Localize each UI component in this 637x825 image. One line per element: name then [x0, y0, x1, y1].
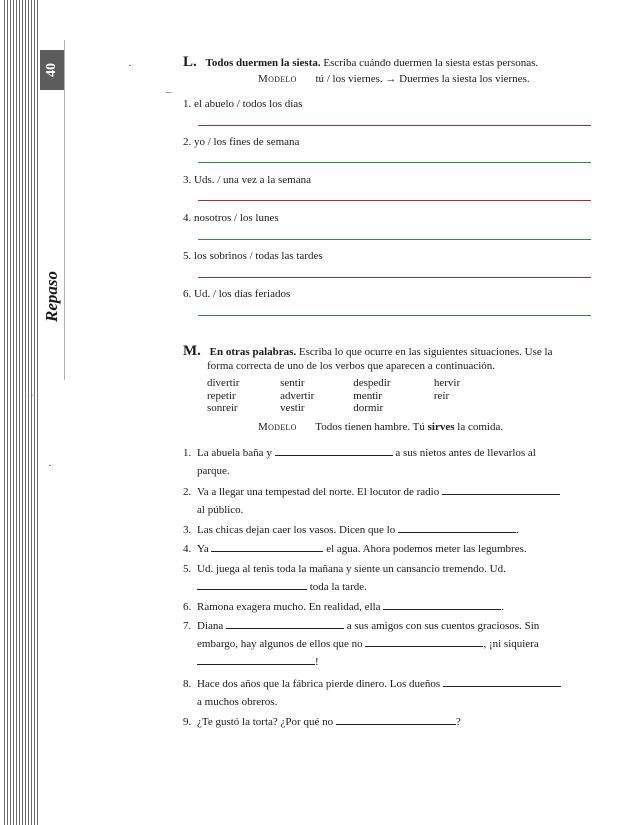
modelo-line — [258, 73, 530, 85]
verb: repetir — [207, 389, 236, 402]
answer-line[interactable] — [198, 239, 591, 240]
modelo-label: Modelo — [258, 421, 297, 433]
verb: vestir — [280, 402, 305, 414]
verb: reír — [433, 389, 450, 402]
list-item: 4. Ya el agua. Ahora podemos meter las legumbres. — [183, 543, 527, 555]
verb: dormir — [353, 402, 384, 414]
verb: divertir — [207, 377, 240, 389]
verb — [434, 402, 507, 415]
section-instruction: forma correcta de uno de los verbos que aparecen a continuación. — [207, 360, 496, 372]
list-item: 1. el abuelo / todos los días — [183, 98, 303, 110]
section-letter: M. — [183, 343, 201, 359]
modelo-line — [258, 421, 503, 433]
list-item: 7. Diana a sus amigos con sus cuentos graciosos. Sin embargo, hay algunos de ellos que no , ¡ni siquiera ! — [183, 620, 540, 668]
list-item: 9. ¿Te gustó la torta? ¿Por qué no ? — [183, 716, 461, 728]
section-instruction: Escriba lo que ocurre en las siguientes situaciones. Use la — [298, 346, 553, 358]
modelo-text: Todos tienen hambre. Tú — [315, 421, 425, 433]
margin-rule — [64, 40, 65, 380]
answer-blank[interactable] — [197, 579, 307, 590]
answer-blank[interactable] — [442, 484, 560, 495]
scan-mark: · — [128, 60, 132, 72]
verb: advertir — [280, 389, 315, 402]
list-item: 5. los sobrinos / todas las tardes — [183, 250, 323, 262]
modelo-answer: Duermes la siesta los viernes. — [399, 73, 530, 85]
list-item: 3. Uds. / una vez a la semana — [183, 174, 311, 186]
section-l-header — [183, 55, 603, 70]
section-title: En otras palabras. — [209, 346, 297, 358]
answer-blank[interactable] — [383, 599, 501, 610]
answer-blank[interactable] — [197, 654, 315, 665]
list-item: 6. Ramona exagera mucho. En realidad, ella . — [183, 601, 505, 613]
list-item: 4. nosotros / los lunes — [183, 212, 279, 224]
book-spine — [0, 0, 40, 825]
answer-blank[interactable] — [365, 636, 483, 647]
page-number-tab — [40, 50, 64, 90]
modelo-text: la comida. — [457, 421, 504, 433]
section-title: Todos duermen la siesta. — [205, 57, 321, 69]
modelo-prompt: tú / los viernes. — [315, 73, 383, 85]
answer-line[interactable] — [198, 200, 591, 201]
side-label-text: Repaso — [42, 271, 61, 322]
list-item: 6. Ud. / los días feriados — [183, 288, 291, 300]
verb: hervir — [433, 377, 461, 389]
verb: despedir — [353, 377, 391, 389]
section-instruction: Escriba cuándo duermen la siesta estas personas. — [323, 57, 539, 69]
arrow-icon: → — [385, 73, 397, 85]
section-m-header — [183, 344, 603, 373]
answer-blank[interactable] — [275, 445, 393, 456]
answer-blank[interactable] — [398, 522, 516, 533]
list-item: 2. yo / los fines de semana — [183, 136, 300, 148]
scan-mark: · — [30, 390, 34, 402]
verb: sonreír — [207, 402, 238, 414]
scan-mark: · — [48, 460, 52, 472]
answer-blank[interactable] — [443, 676, 561, 687]
answer-line[interactable] — [198, 315, 591, 316]
verb: sentir — [280, 377, 305, 389]
answer-blank[interactable] — [336, 714, 456, 725]
modelo-verb: sirves — [427, 421, 455, 433]
scan-mark: – — [166, 86, 172, 98]
answer-line[interactable] — [198, 125, 591, 126]
section-letter: L. — [183, 54, 197, 70]
modelo-label: Modelo — [258, 73, 297, 85]
verb-list — [207, 377, 507, 415]
answer-blank[interactable] — [226, 618, 344, 629]
list-item: 1. La abuela baña y a sus nietos antes de llevarlos al parque. — [183, 447, 536, 477]
answer-line[interactable] — [198, 162, 591, 163]
page-number: 40 — [44, 63, 59, 77]
answer-line[interactable] — [198, 277, 591, 278]
list-item: 5. Ud. juega al tenis toda la mañana y siente un cansancio tremendo. Ud. toda la tarde. — [183, 563, 506, 593]
answer-blank[interactable] — [211, 541, 323, 552]
list-item: 2. Va a llegar una tempestad del norte. El locutor de radio al público. — [183, 483, 603, 519]
list-item: 3. Las chicas dejan caer los vasos. Dicen que lo . — [183, 524, 519, 536]
list-item: 8. Hace dos años que la fábrica pierde dinero. Los dueños a muchos obreros. — [183, 675, 603, 711]
verb: mentir — [353, 389, 382, 402]
